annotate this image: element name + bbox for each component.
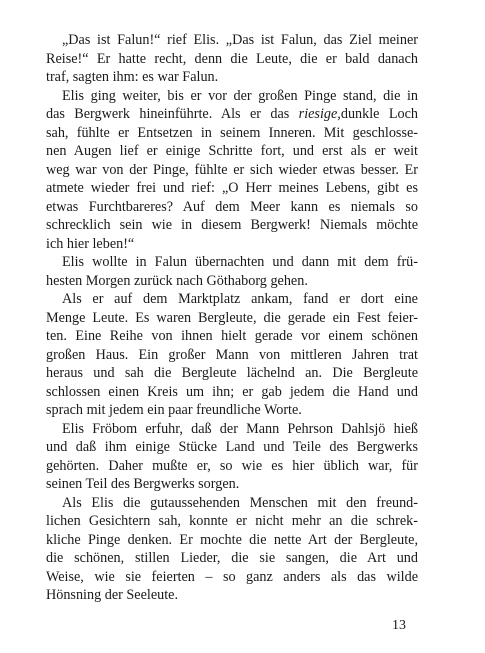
paragraph [46, 87, 418, 254]
paragraph [46, 420, 418, 494]
text-line: Reise!“ Er hatte recht, denn die Leute, die er bald danach [46, 50, 418, 67]
emphasis-text: riesige, [298, 106, 341, 122]
text-line: sprach mit jedem ein paar freundliche Worte. [46, 402, 302, 418]
text-line: Als Elis die gutaussehenden Menschen mit den freund- [62, 494, 418, 511]
paragraph [46, 290, 418, 420]
paragraph [46, 494, 418, 605]
text-line: und daß ihm einige Stücke Land und Teile des Bergwerks [46, 439, 418, 455]
paragraph [46, 31, 418, 87]
text-line: die schönen, stillen Lieder, die sie sangen, die Art und [46, 550, 418, 566]
text-line: Elis wollte in Falun übernachten und dann mit dem frü- [62, 254, 418, 270]
text-line: Elis Fröbom erfuhr, daß der Mann Pehrson Dahlsjö hieß [62, 420, 418, 437]
text-line: Menge Leute. Es waren Bergleute, die gerade ein Fest feier- [46, 309, 418, 326]
text-line: heraus und sah die Bergleute lächelnd an. Die Bergleute [46, 365, 418, 381]
text-line: Weise, wie sie feierten – so ganz anders als das wilde [46, 568, 418, 585]
text-line: sah, fühlte er Entsetzen in seinem Inneren. Mit geschlosse- [46, 124, 418, 141]
text-line: „Das ist Falun!“ rief Elis. „Das ist Falun, das Ziel meiner [62, 32, 418, 48]
text-line: Als er auf dem Marktplatz ankam, fand er dort eine [62, 291, 418, 307]
text-line: seinen Teil des Bergwerks sorgen. [46, 476, 240, 492]
text-line: ten. Eine Reihe von ihnen hielt gerade vor einem schönen [46, 328, 418, 344]
text-line: Hönsning der Seeleute. [46, 587, 178, 603]
text-line: hesten Morgen zurück nach Göthaborg gehen. [46, 272, 308, 289]
body-text [46, 31, 418, 605]
text-line: etwas Furchtbareres? Auf dem Meer kann es niemals so [46, 198, 418, 215]
text-line: ich hier leben!“ [46, 235, 135, 252]
text-line: atmete wieder frei und rief: „O Herr meines Lebens, gibt es [46, 180, 418, 196]
text-line: nen Augen lief er einige Schritte fort, und erst als er weit [46, 143, 418, 159]
page-number: 13 [392, 618, 406, 633]
text-line: gehörten. Daher mußte er, so wie es hier üblich war, für [46, 457, 418, 474]
text-line: lichen Gesichtern sah, konnte er nicht mehr an die schrek- [46, 513, 418, 529]
text-line: großen Haus. Ein großer Mann von mittleren Jahren trat [46, 346, 418, 363]
text-line: kliche Pinge denken. Er mochte die nette Art der Bergleute, [46, 531, 418, 548]
text-line: schlossen einen Kreis um ihn; er gab jedem die Hand und [46, 383, 418, 400]
text-line: schrecklich sein wie in diesem Bergwerk! Niemals möchte [46, 217, 418, 233]
paragraph [46, 253, 418, 290]
text-line: das Bergwerk hineinführte. Als er das riesige,dunkle Loch [46, 106, 418, 122]
text-line: weg war von der Pinge, fühlte er sich wieder etwas besser. Er [46, 161, 418, 178]
text-line: Elis ging weiter, bis er vor der großen Pinge stand, die in [62, 87, 418, 104]
text-line: traf, sagten ihm: es war Falun. [46, 69, 219, 85]
